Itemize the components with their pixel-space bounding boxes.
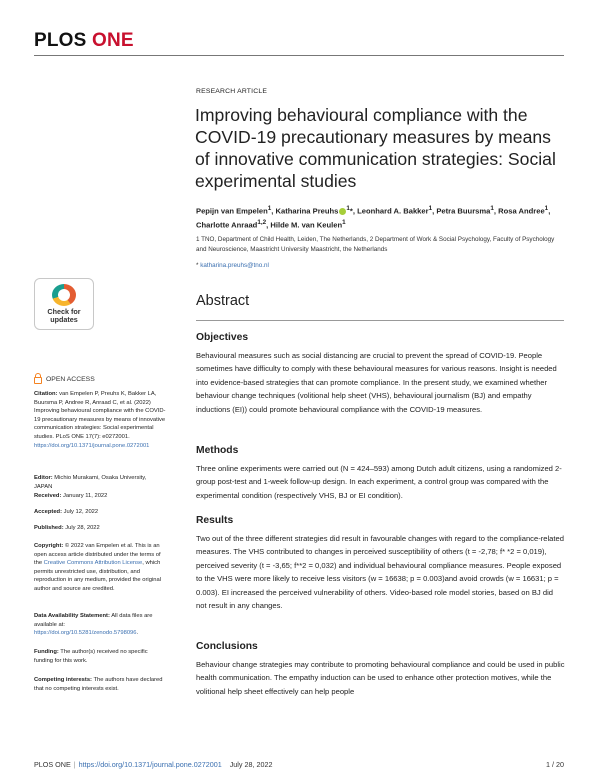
competing-interests-block	[34, 676, 166, 693]
affiliations: 1 TNO, Department of Child Health, Leiden, The Netherlands, 2 Department of Work & Social Psychology, Faculty of Psychology and Neuroscience, Maastricht University Maastricht, the Netherlands	[196, 236, 555, 253]
conclusions-heading: Conclusions	[196, 641, 258, 652]
affiliation-marker: 1	[267, 205, 272, 212]
abstract-divider	[196, 320, 564, 321]
logo-plos: PLOS	[34, 30, 87, 51]
data-availability-label: Data Availability Statement:	[34, 613, 110, 619]
article-type: RESEARCH ARTICLE	[196, 88, 268, 95]
data-availability-text: .	[136, 630, 139, 637]
citation-doi-link[interactable]: https://doi.org/10.1371/journal.pone.0272001	[34, 442, 150, 449]
author-list	[196, 203, 556, 230]
funding-label: Funding:	[34, 649, 59, 655]
affiliation-marker: 1	[346, 205, 350, 212]
received-block	[34, 492, 166, 501]
competing-interests-text: The authors have declared that no competing interests exist.	[34, 677, 163, 692]
corresponding-author	[196, 262, 269, 269]
data-availability-text: All data files are available at:	[34, 613, 153, 628]
methods-heading: Methods	[196, 445, 239, 456]
crossmark-icon	[52, 284, 76, 306]
published-block	[34, 524, 166, 533]
open-access-label	[34, 374, 95, 384]
objectives-text: Behavioural measures such as social distancing are crucial to prevent the spread of COVID-19. People sometimes have difficulty to comply with these behavioural measures for various reasons. Insight is needed into evidence-based strategies that can promote compliance. In the present study, we examined whether behaviour change techniques (volitional help sheet (VHS), behavioural journalism (BJ) and empathy inductions (EI)) could promote behavioural compliance with the COVID-19 measures.	[196, 351, 557, 414]
conclusions-text: Behaviour change strategies may contribute to promoting behavioural compliance and could be used in public health communication. The empathy induction can be used to enhance other protection motives, while the volitional help sheet effectively can help people	[196, 660, 565, 696]
affiliation-marker: 1	[544, 205, 549, 212]
competing-interests-label: Competing interests:	[34, 677, 92, 683]
open-lock-icon	[34, 377, 42, 384]
footer-separator: |	[73, 760, 76, 769]
editor-text: Michio Murakami, Osaka University, JAPAN	[34, 475, 147, 490]
journal-logo	[34, 30, 134, 52]
header-divider	[34, 55, 564, 56]
editor-label: Editor:	[34, 475, 53, 481]
citation-text: van Empelen P, Preuhs K, Bakker LA, Buursma P, Andree R, Anraad C, et al. (2022) Improving behavioural compliance with the COVID-19 precautionary measures by means of innovative communication strategies: Social experimental studies. PLoS ONE 17(7): e0272001.	[34, 391, 166, 440]
accepted-label: Accepted:	[34, 509, 63, 515]
footer-date: July 28, 2022	[229, 760, 273, 769]
license-link[interactable]: Creative Commons Attribution License	[43, 560, 143, 567]
received-date: January 11, 2022	[61, 493, 108, 499]
editor-block	[34, 474, 166, 491]
corresponding-email-link[interactable]: katharina.preuhs@tno.nl	[200, 262, 269, 269]
copyright-label: Copyright:	[34, 543, 64, 549]
objectives-heading: Objectives	[196, 332, 249, 343]
published-date: July 28, 2022	[63, 525, 100, 531]
accepted-block	[34, 508, 166, 517]
funding-text: The author(s) received no specific funding for this work.	[34, 649, 148, 664]
check-for-updates-button[interactable]	[34, 278, 94, 330]
results-heading: Results	[196, 515, 234, 526]
citation-block	[34, 390, 166, 450]
author-name[interactable]: , Rosa Andree	[493, 206, 545, 216]
copyright-text: © 2022 van Empelen et al. This is an open access article distributed under the terms of the	[34, 543, 161, 567]
results-text: Two out of the three different strategies did result in favourable changes with regard to the compliance-related measures. The VHS contributed to changes in perceived susceptibility of others (t = -2,78; f* *2 = 0,019), perceived severity (t = -3,65; f**2 = 0,032) and individual behavioural compliance measures. People exposed to the VHS were more likely to receive less visitors (w = 16638; p = 0.003)and avoid crowds (w = 16631; p = 0.003). EI increased the perceived vulnerability of others. Video-based role model stories, based on BJ did not result in any changes.	[196, 534, 564, 611]
copyright-text: , which permits unrestricted use, distribution, and reproduction in any medium, provided the original author and source are credited.	[34, 560, 161, 592]
author-name[interactable]: , Katharina Preuhs	[271, 206, 339, 216]
footer-doi-link[interactable]: https://doi.org/10.1371/journal.pone.0272001	[78, 760, 222, 769]
page-number: 1 / 20	[546, 760, 564, 769]
corresponding-marker: *	[196, 262, 199, 269]
check-updates-label: updates	[50, 315, 78, 324]
affiliation-marker: 1	[428, 205, 433, 212]
open-access-text: OPEN ACCESS	[46, 375, 95, 383]
article-title: Improving behavioural compliance with the COVID-19 precautionary measures by means of innovative communication strategies: Social experimental studies	[195, 105, 556, 191]
methods-text: Three online experiments were carried out (N = 424–593) among Dutch adult citizens, using a randomized 2-group post-test and 1-week follow-up design. In each experiment, a control group was compared with the experimental condition (respectively VHS, BJ or EI condition).	[196, 464, 562, 500]
logo-one: ONE	[92, 30, 134, 51]
author-name[interactable]: , Petra Buursma	[432, 206, 491, 216]
author-name[interactable]: , Leonhard A. Bakker	[352, 206, 429, 216]
corresponding-marker: *	[349, 206, 353, 216]
affiliation-marker: 1,2	[257, 218, 267, 226]
data-doi-link[interactable]: https://doi.org/10.5281/zenodo.5798096	[34, 630, 137, 637]
author-name[interactable]: Pepijn van Empelen	[196, 206, 268, 216]
accepted-date: July 12, 2022	[62, 509, 99, 515]
affiliation-marker: 1	[490, 205, 494, 212]
citation-label: Citation:	[34, 391, 58, 397]
data-availability-block	[34, 612, 166, 638]
received-label: Received:	[34, 493, 62, 499]
published-label: Published:	[34, 525, 64, 531]
copyright-block	[34, 542, 166, 594]
abstract-heading: Abstract	[196, 293, 250, 309]
check-updates-label: Check for	[47, 307, 81, 316]
funding-block	[34, 648, 166, 665]
footer-journal: PLOS ONE	[34, 760, 71, 769]
author-name[interactable]: , Hilde M. van Keulen	[266, 220, 343, 230]
page-footer	[34, 760, 272, 769]
author-name[interactable]: , Charlotte Anraad	[196, 206, 551, 230]
affiliation-marker: 1	[342, 218, 346, 226]
